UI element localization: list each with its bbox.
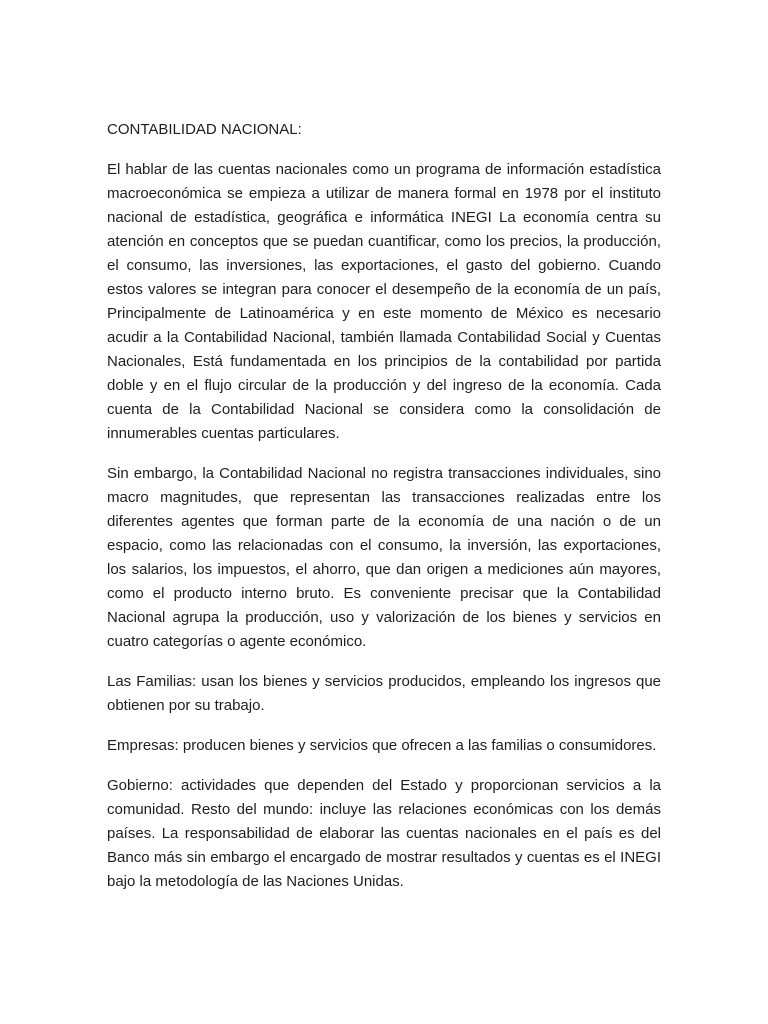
paragraph-empresas: Empresas: producen bienes y servicios que ofrecen a las familias o consumidores. <box>107 737 657 754</box>
paragraph-sin-embargo: Sin embargo, la Contabilidad Nacional no registra transacciones individuales, sino macro magnitudes, que representan las transacciones realizadas entre los diferentes agentes que forman parte de la economía de una nación o de un espacio, como las relacionadas con el consumo, la inversión, las exportaciones, los salarios, los impuestos, el ahorro, que dan origen a mediciones aún mayores, como el producto interno bruto. Es conveniente precisar que la Contabilidad Nacional agrupa la producción, uso y valorización de los bienes y servicios en cuatro categorías o agente económico. <box>107 465 661 650</box>
document-title: CONTABILIDAD NACIONAL: <box>107 121 302 138</box>
paragraph-gobierno: Gobierno: actividades que dependen del Estado y proporcionan servicios a la comunidad. Resto del mundo: incluye las relaciones económicas con los demás países. La responsabilidad de elaborar las cuentas nacionales en el país es del Banco más sin embargo el encargado de mostrar resultados y cuentas es el INEGI bajo la metodología de las Naciones Unidas. <box>107 777 661 890</box>
paragraph-intro: El hablar de las cuentas nacionales como un programa de información estadística macroeconómica se empieza a utilizar de manera formal en 1978 por el instituto nacional de estadística, geográfica e informática INEGI La economía centra su atención en conceptos que se puedan cuantificar, como los precios, la producción, el consumo, las inversiones, las exportaciones, el gasto del gobierno. Cuando estos valores se integran para conocer el desempeño de la economía de un país, Principalmente de Latinoamérica y en este momento de México es necesario acudir a la Contabilidad Nacional, también llamada Contabilidad Social y Cuentas Nacionales, Está fundamentada en los principios de la contabilidad por partida doble y en el flujo circular de la producción y del ingreso de la economía. Cada cuenta de la Contabilidad Nacional se considera como la consolidación de innumerables cuentas particulares. <box>107 161 661 442</box>
document-page <box>107 118 661 910</box>
paragraph-familias: Las Familias: usan los bienes y servicios producidos, empleando los ingresos que obtienen por su trabajo. <box>107 673 661 714</box>
